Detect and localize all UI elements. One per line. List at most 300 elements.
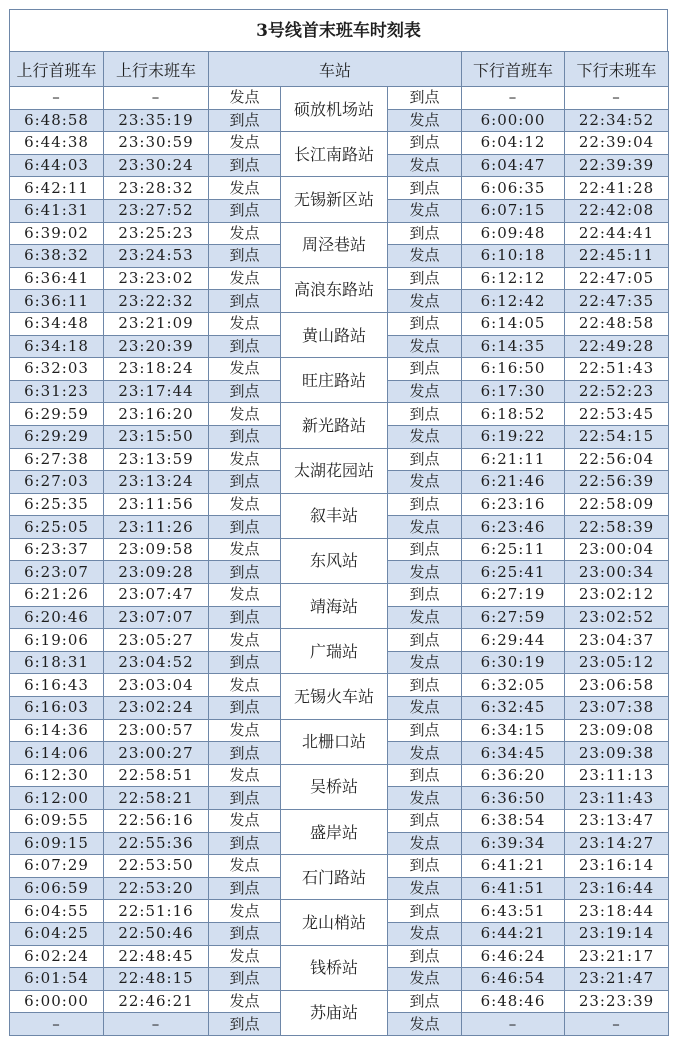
up-direction-mark: 到点 — [209, 245, 281, 268]
up-last-time: 23:15:50 — [104, 425, 209, 448]
up-last-time: 23:03:04 — [104, 674, 209, 697]
down-first-time: 6:36:20 — [462, 764, 565, 787]
down-first-time: 6:23:16 — [462, 493, 565, 516]
down-direction-mark: 发点 — [388, 651, 462, 674]
up-last-time: 23:22:32 — [104, 290, 209, 313]
down-last-time: 23:18:44 — [565, 900, 669, 923]
down-first-time: 6:44:21 — [462, 922, 565, 945]
up-direction-mark: 到点 — [209, 697, 281, 720]
header-down-last: 下行末班车 — [565, 52, 669, 87]
page-title: 3号线首末班车时刻表 — [9, 9, 668, 51]
down-direction-mark: 发点 — [388, 380, 462, 403]
up-direction-mark: 到点 — [209, 742, 281, 765]
up-first-time: 6:14:36 — [10, 719, 104, 742]
down-direction-mark: 到点 — [388, 900, 462, 923]
up-last-time: 23:28:32 — [104, 177, 209, 200]
timetable — [9, 51, 669, 1036]
up-direction-mark: 到点 — [209, 154, 281, 177]
station-name: 石门路站 — [281, 855, 388, 900]
up-first-time: 6:16:43 — [10, 674, 104, 697]
up-direction-mark: 到点 — [209, 877, 281, 900]
down-last-time: 23:21:47 — [565, 968, 669, 991]
up-first-time: 6:04:55 — [10, 900, 104, 923]
station-name: 黄山路站 — [281, 312, 388, 357]
up-direction-mark: 发点 — [209, 584, 281, 607]
up-direction-mark: 发点 — [209, 267, 281, 290]
station-name: 硕放机场站 — [281, 87, 388, 132]
up-direction-mark: 发点 — [209, 493, 281, 516]
down-direction-mark: 到点 — [388, 177, 462, 200]
down-first-time: 6:14:35 — [462, 335, 565, 358]
up-direction-mark: 发点 — [209, 674, 281, 697]
down-direction-mark: 到点 — [388, 764, 462, 787]
up-last-time: 23:04:52 — [104, 651, 209, 674]
down-direction-mark: 到点 — [388, 855, 462, 878]
down-direction-mark: 发点 — [388, 109, 462, 132]
down-first-time: 6:29:44 — [462, 629, 565, 652]
up-last-time: 23:07:47 — [104, 584, 209, 607]
down-last-time: 23:21:17 — [565, 945, 669, 968]
up-first-time: 6:18:31 — [10, 651, 104, 674]
down-last-time: 23:00:34 — [565, 561, 669, 584]
down-last-time: 22:47:35 — [565, 290, 669, 313]
down-last-time: 23:02:12 — [565, 584, 669, 607]
table-row — [10, 719, 669, 742]
down-last-time: 23:00:04 — [565, 538, 669, 561]
down-first-time: 6:32:45 — [462, 697, 565, 720]
up-last-time: 23:09:28 — [104, 561, 209, 584]
up-last-time: 23:21:09 — [104, 312, 209, 335]
down-first-time: 6:12:12 — [462, 267, 565, 290]
down-direction-mark: 发点 — [388, 922, 462, 945]
up-direction-mark: 发点 — [209, 719, 281, 742]
down-first-time: – — [462, 87, 565, 110]
station-name: 太湖花园站 — [281, 448, 388, 493]
up-first-time: 6:16:03 — [10, 697, 104, 720]
up-first-time: 6:38:32 — [10, 245, 104, 268]
up-last-time: 23:05:27 — [104, 629, 209, 652]
down-direction-mark: 到点 — [388, 674, 462, 697]
up-first-time: 6:01:54 — [10, 968, 104, 991]
timetable-body — [10, 87, 669, 1036]
up-first-time: 6:36:11 — [10, 290, 104, 313]
up-direction-mark: 到点 — [209, 787, 281, 810]
up-direction-mark: 发点 — [209, 990, 281, 1013]
down-last-time: 22:41:28 — [565, 177, 669, 200]
down-first-time: 6:38:54 — [462, 810, 565, 833]
up-last-time: 23:23:02 — [104, 267, 209, 290]
up-first-time: 6:09:15 — [10, 832, 104, 855]
down-direction-mark: 发点 — [388, 425, 462, 448]
up-direction-mark: 发点 — [209, 764, 281, 787]
up-direction-mark: 到点 — [209, 1013, 281, 1036]
up-first-time: 6:41:31 — [10, 199, 104, 222]
down-last-time: – — [565, 87, 669, 110]
table-row — [10, 87, 669, 110]
down-direction-mark: 到点 — [388, 945, 462, 968]
down-direction-mark: 到点 — [388, 267, 462, 290]
up-first-time: 6:34:18 — [10, 335, 104, 358]
down-direction-mark: 发点 — [388, 606, 462, 629]
up-first-time: 6:29:29 — [10, 425, 104, 448]
down-first-time: 6:04:12 — [462, 132, 565, 155]
header-down-first: 下行首班车 — [462, 52, 565, 87]
down-first-time: 6:25:41 — [462, 561, 565, 584]
down-first-time: 6:41:21 — [462, 855, 565, 878]
down-direction-mark: 到点 — [388, 222, 462, 245]
down-direction-mark: 发点 — [388, 968, 462, 991]
station-name: 长江南路站 — [281, 132, 388, 177]
down-direction-mark: 到点 — [388, 990, 462, 1013]
station-name: 苏庙站 — [281, 990, 388, 1035]
up-first-time: 6:39:02 — [10, 222, 104, 245]
down-direction-mark: 到点 — [388, 132, 462, 155]
up-direction-mark: 发点 — [209, 222, 281, 245]
down-last-time: 22:49:28 — [565, 335, 669, 358]
up-last-time: – — [104, 87, 209, 110]
up-direction-mark: 发点 — [209, 448, 281, 471]
up-direction-mark: 到点 — [209, 109, 281, 132]
station-name: 旺庄路站 — [281, 358, 388, 403]
down-last-time: 23:05:12 — [565, 651, 669, 674]
up-last-time: 23:20:39 — [104, 335, 209, 358]
up-first-time: 6:23:07 — [10, 561, 104, 584]
down-direction-mark: 发点 — [388, 516, 462, 539]
down-direction-mark: 发点 — [388, 697, 462, 720]
up-first-time: 6:27:03 — [10, 471, 104, 494]
up-last-time: 23:25:23 — [104, 222, 209, 245]
up-first-time: 6:29:59 — [10, 403, 104, 426]
up-first-time: 6:07:29 — [10, 855, 104, 878]
table-row — [10, 312, 669, 335]
up-first-time: 6:25:05 — [10, 516, 104, 539]
up-first-time: 6:02:24 — [10, 945, 104, 968]
down-direction-mark: 发点 — [388, 335, 462, 358]
up-last-time: 22:51:16 — [104, 900, 209, 923]
table-row — [10, 222, 669, 245]
down-last-time: 23:16:14 — [565, 855, 669, 878]
down-first-time: 6:36:50 — [462, 787, 565, 810]
up-last-time: 22:55:36 — [104, 832, 209, 855]
down-last-time: 23:04:37 — [565, 629, 669, 652]
table-row — [10, 177, 669, 200]
station-name: 叙丰站 — [281, 493, 388, 538]
timetable-sheet — [9, 9, 668, 1036]
up-last-time: 23:35:19 — [104, 109, 209, 132]
down-first-time: 6:39:34 — [462, 832, 565, 855]
table-row — [10, 810, 669, 833]
up-first-time: 6:31:23 — [10, 380, 104, 403]
up-direction-mark: 发点 — [209, 358, 281, 381]
table-row — [10, 538, 669, 561]
up-first-time: – — [10, 1013, 104, 1036]
down-direction-mark: 发点 — [388, 832, 462, 855]
up-last-time: 23:07:07 — [104, 606, 209, 629]
down-last-time: 23:07:38 — [565, 697, 669, 720]
up-first-time: – — [10, 87, 104, 110]
up-direction-mark: 到点 — [209, 516, 281, 539]
up-direction-mark: 到点 — [209, 335, 281, 358]
down-last-time: 23:13:47 — [565, 810, 669, 833]
up-direction-mark: 到点 — [209, 471, 281, 494]
header-station: 车站 — [209, 52, 462, 87]
down-last-time: 23:19:14 — [565, 922, 669, 945]
station-name: 钱桥站 — [281, 945, 388, 990]
up-first-time: 6:36:41 — [10, 267, 104, 290]
down-direction-mark: 发点 — [388, 290, 462, 313]
up-last-time: 22:58:51 — [104, 764, 209, 787]
up-direction-mark: 到点 — [209, 199, 281, 222]
up-direction-mark: 发点 — [209, 87, 281, 110]
down-direction-mark: 发点 — [388, 471, 462, 494]
up-first-time: 6:44:38 — [10, 132, 104, 155]
up-last-time: 23:24:53 — [104, 245, 209, 268]
down-last-time: 22:52:23 — [565, 380, 669, 403]
up-direction-mark: 发点 — [209, 810, 281, 833]
up-direction-mark: 到点 — [209, 606, 281, 629]
up-last-time: 23:00:27 — [104, 742, 209, 765]
down-first-time: 6:23:46 — [462, 516, 565, 539]
down-direction-mark: 到点 — [388, 312, 462, 335]
table-row — [10, 493, 669, 516]
down-last-time: 22:39:04 — [565, 132, 669, 155]
down-last-time: 22:48:58 — [565, 312, 669, 335]
down-last-time: 22:42:08 — [565, 199, 669, 222]
up-direction-mark: 发点 — [209, 945, 281, 968]
up-last-time: 22:46:21 — [104, 990, 209, 1013]
down-first-time: 6:27:19 — [462, 584, 565, 607]
up-first-time: 6:00:00 — [10, 990, 104, 1013]
up-direction-mark: 到点 — [209, 425, 281, 448]
table-row — [10, 132, 669, 155]
table-row — [10, 584, 669, 607]
down-direction-mark: 到点 — [388, 538, 462, 561]
station-name: 盛岸站 — [281, 810, 388, 855]
station-name: 高浪东路站 — [281, 267, 388, 312]
up-direction-mark: 到点 — [209, 922, 281, 945]
up-first-time: 6:12:30 — [10, 764, 104, 787]
down-last-time: 22:39:39 — [565, 154, 669, 177]
up-direction-mark: 到点 — [209, 651, 281, 674]
up-first-time: 6:44:03 — [10, 154, 104, 177]
up-last-time: 23:30:59 — [104, 132, 209, 155]
down-last-time: 23:09:08 — [565, 719, 669, 742]
down-direction-mark: 到点 — [388, 448, 462, 471]
down-first-time: 6:41:51 — [462, 877, 565, 900]
table-row — [10, 990, 669, 1013]
down-last-time: 23:06:58 — [565, 674, 669, 697]
down-first-time: 6:17:30 — [462, 380, 565, 403]
up-first-time: 6:42:11 — [10, 177, 104, 200]
up-last-time: 23:27:52 — [104, 199, 209, 222]
table-row — [10, 448, 669, 471]
up-last-time: 23:13:59 — [104, 448, 209, 471]
down-last-time: 23:11:43 — [565, 787, 669, 810]
station-name: 吴桥站 — [281, 764, 388, 809]
up-last-time: 23:18:24 — [104, 358, 209, 381]
up-last-time: 23:17:44 — [104, 380, 209, 403]
down-first-time: 6:14:05 — [462, 312, 565, 335]
down-first-time: 6:32:05 — [462, 674, 565, 697]
down-last-time: 22:56:04 — [565, 448, 669, 471]
table-row — [10, 764, 669, 787]
up-last-time: 22:48:15 — [104, 968, 209, 991]
station-name: 新光路站 — [281, 403, 388, 448]
header-up-first: 上行首班车 — [10, 52, 104, 87]
table-row — [10, 358, 669, 381]
down-last-time: 22:54:15 — [565, 425, 669, 448]
table-row — [10, 674, 669, 697]
up-last-time: 22:58:21 — [104, 787, 209, 810]
up-direction-mark: 发点 — [209, 900, 281, 923]
up-direction-mark: 发点 — [209, 177, 281, 200]
up-first-time: 6:09:55 — [10, 810, 104, 833]
up-first-time: 6:04:25 — [10, 922, 104, 945]
down-direction-mark: 发点 — [388, 245, 462, 268]
down-first-time: 6:25:11 — [462, 538, 565, 561]
down-last-time: 23:02:52 — [565, 606, 669, 629]
down-direction-mark: 到点 — [388, 584, 462, 607]
up-direction-mark: 到点 — [209, 968, 281, 991]
up-direction-mark: 发点 — [209, 538, 281, 561]
down-last-time: 22:34:52 — [565, 109, 669, 132]
down-last-time: 23:09:38 — [565, 742, 669, 765]
down-first-time: 6:09:48 — [462, 222, 565, 245]
down-direction-mark: 到点 — [388, 719, 462, 742]
down-direction-mark: 到点 — [388, 629, 462, 652]
up-first-time: 6:14:06 — [10, 742, 104, 765]
down-direction-mark: 到点 — [388, 358, 462, 381]
down-last-time: 23:14:27 — [565, 832, 669, 855]
up-direction-mark: 发点 — [209, 312, 281, 335]
down-last-time: 23:23:39 — [565, 990, 669, 1013]
up-first-time: 6:27:38 — [10, 448, 104, 471]
down-first-time: – — [462, 1013, 565, 1036]
up-last-time: 22:53:50 — [104, 855, 209, 878]
up-last-time: 22:48:45 — [104, 945, 209, 968]
station-name: 无锡火车站 — [281, 674, 388, 719]
station-name: 周泾巷站 — [281, 222, 388, 267]
down-last-time: 23:11:13 — [565, 764, 669, 787]
up-direction-mark: 发点 — [209, 132, 281, 155]
up-first-time: 6:34:48 — [10, 312, 104, 335]
up-last-time: 23:11:26 — [104, 516, 209, 539]
down-direction-mark: 发点 — [388, 1013, 462, 1036]
station-name: 广瑞站 — [281, 629, 388, 674]
station-name: 东风站 — [281, 538, 388, 583]
down-last-time: 22:44:41 — [565, 222, 669, 245]
up-last-time: – — [104, 1013, 209, 1036]
down-direction-mark: 发点 — [388, 787, 462, 810]
down-direction-mark: 到点 — [388, 87, 462, 110]
header-row — [10, 52, 669, 87]
down-last-time: 22:51:43 — [565, 358, 669, 381]
up-first-time: 6:21:26 — [10, 584, 104, 607]
down-first-time: 6:43:51 — [462, 900, 565, 923]
up-last-time: 23:13:24 — [104, 471, 209, 494]
down-first-time: 6:21:11 — [462, 448, 565, 471]
up-direction-mark: 到点 — [209, 290, 281, 313]
up-first-time: 6:06:59 — [10, 877, 104, 900]
up-direction-mark: 发点 — [209, 855, 281, 878]
down-last-time: 22:45:11 — [565, 245, 669, 268]
down-first-time: 6:10:18 — [462, 245, 565, 268]
table-row — [10, 855, 669, 878]
down-first-time: 6:19:22 — [462, 425, 565, 448]
table-row — [10, 945, 669, 968]
up-first-time: 6:23:37 — [10, 538, 104, 561]
down-first-time: 6:00:00 — [462, 109, 565, 132]
table-row — [10, 403, 669, 426]
up-last-time: 22:50:46 — [104, 922, 209, 945]
down-last-time: 22:56:39 — [565, 471, 669, 494]
up-last-time: 22:53:20 — [104, 877, 209, 900]
down-first-time: 6:18:52 — [462, 403, 565, 426]
up-first-time: 6:20:46 — [10, 606, 104, 629]
up-direction-mark: 到点 — [209, 832, 281, 855]
down-first-time: 6:06:35 — [462, 177, 565, 200]
up-last-time: 23:30:24 — [104, 154, 209, 177]
station-name: 龙山梢站 — [281, 900, 388, 945]
down-last-time: – — [565, 1013, 669, 1036]
down-direction-mark: 到点 — [388, 403, 462, 426]
down-direction-mark: 发点 — [388, 877, 462, 900]
down-first-time: 6:07:15 — [462, 199, 565, 222]
up-last-time: 22:56:16 — [104, 810, 209, 833]
up-first-time: 6:19:06 — [10, 629, 104, 652]
up-direction-mark: 到点 — [209, 380, 281, 403]
table-row — [10, 267, 669, 290]
up-first-time: 6:32:03 — [10, 358, 104, 381]
up-last-time: 23:09:58 — [104, 538, 209, 561]
down-first-time: 6:04:47 — [462, 154, 565, 177]
table-row — [10, 629, 669, 652]
up-direction-mark: 发点 — [209, 629, 281, 652]
down-last-time: 22:58:09 — [565, 493, 669, 516]
down-first-time: 6:16:50 — [462, 358, 565, 381]
up-last-time: 23:16:20 — [104, 403, 209, 426]
up-last-time: 23:11:56 — [104, 493, 209, 516]
up-last-time: 23:02:24 — [104, 697, 209, 720]
table-row — [10, 900, 669, 923]
down-first-time: 6:46:24 — [462, 945, 565, 968]
down-direction-mark: 到点 — [388, 493, 462, 516]
down-direction-mark: 到点 — [388, 810, 462, 833]
up-first-time: 6:48:58 — [10, 109, 104, 132]
down-first-time: 6:12:42 — [462, 290, 565, 313]
header-up-last: 上行末班车 — [104, 52, 209, 87]
down-last-time: 23:16:44 — [565, 877, 669, 900]
down-first-time: 6:46:54 — [462, 968, 565, 991]
station-name: 北栅口站 — [281, 719, 388, 764]
station-name: 无锡新区站 — [281, 177, 388, 222]
down-first-time: 6:30:19 — [462, 651, 565, 674]
up-first-time: 6:12:00 — [10, 787, 104, 810]
down-first-time: 6:21:46 — [462, 471, 565, 494]
up-direction-mark: 发点 — [209, 403, 281, 426]
down-direction-mark: 发点 — [388, 742, 462, 765]
down-last-time: 22:53:45 — [565, 403, 669, 426]
up-last-time: 23:00:57 — [104, 719, 209, 742]
down-first-time: 6:27:59 — [462, 606, 565, 629]
down-first-time: 6:34:15 — [462, 719, 565, 742]
station-name: 靖海站 — [281, 584, 388, 629]
up-direction-mark: 到点 — [209, 561, 281, 584]
down-first-time: 6:34:45 — [462, 742, 565, 765]
down-last-time: 22:47:05 — [565, 267, 669, 290]
down-last-time: 22:58:39 — [565, 516, 669, 539]
down-direction-mark: 发点 — [388, 199, 462, 222]
